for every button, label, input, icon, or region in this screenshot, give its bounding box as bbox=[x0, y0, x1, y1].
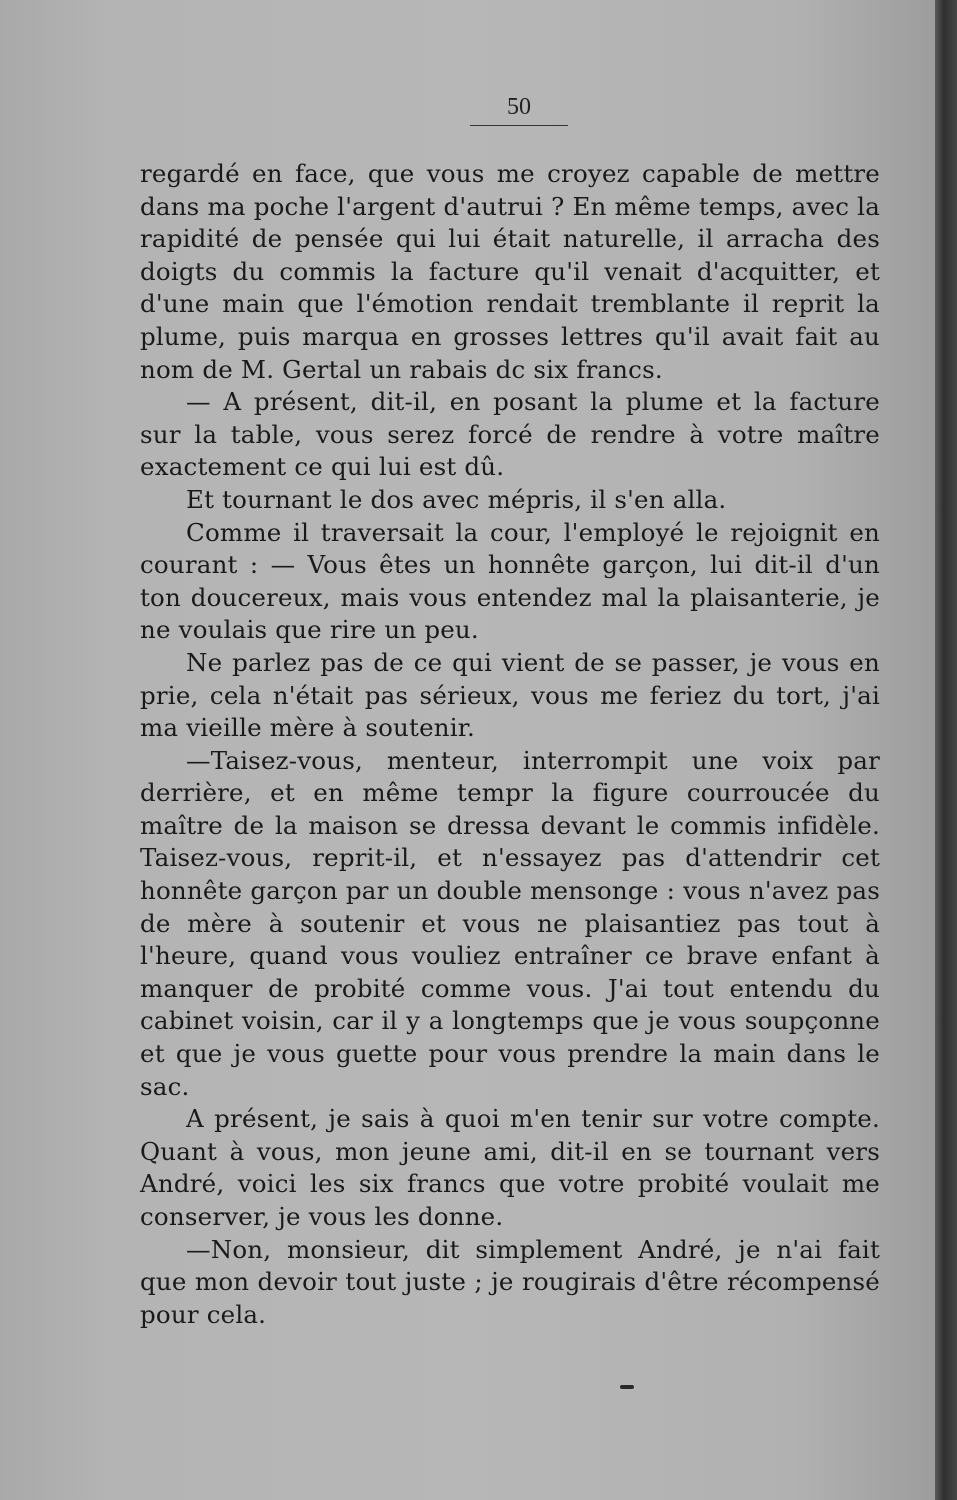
paragraph: regardé en face, que vous me croyez capable de mettre dans ma poche l'argent d'autrui ? En même temps, avec la rapidité de pensée qui lui était naturelle, il arracha des doigts du commis la facture qu'il venait d'acquitter, et d'une main que l'émotion rendait tremblante il reprit la plume, puis marqua en grosses lettres qu'il avait fait au nom de M. Gertal un rabais dc six francs. bbox=[140, 159, 880, 384]
page-number: 50 bbox=[470, 94, 568, 126]
paragraph: Comme il traversait la cour, l'employé le rejoignit en courant : — Vous êtes un honnête garçon, lui dit-il d'un ton doucereux, mais vous entendez mal la plaisanterie, je ne voulais que rire un peu. bbox=[140, 517, 880, 645]
ink-smudge bbox=[620, 1385, 634, 1389]
paragraph: —Non, monsieur, dit simplement André, je n'ai fait que mon devoir tout juste ; je rougirais d'être récompensé pour cela. bbox=[140, 1234, 880, 1329]
paragraph: Ne parlez pas de ce qui vient de se passer, je vous en prie, cela n'était pas sérieux, vous me feriez du tort, j'ai ma vieille mère à soutenir. bbox=[140, 647, 880, 743]
paragraph: — A présent, dit-il, en posant la plume et la facture sur la table, vous serez forcé de rendre à votre maître exactement ce qui lui est dû. bbox=[140, 387, 880, 482]
paragraph: —Taisez-vous, menteur, interrompit une voix par derrière, et en même tempr la figure courroucée du maître de la maison se dressa devant le commis infidèle. Taisez-vous, reprit-il, et n'essayez pas d'attendrir cet honnête garçon par un double mensonge : vous n'avez pas de mère à soutenir et vous ne plaisantiez pas tout à l'heure, quand vous vouliez entraîner ce brave enfant à manquer de probité comme vous. J'ai tout entendu du cabinet voisin, car il y a longtemps que je vous soupçonne et que je vous guette pour vous prendre la main dans le sac. bbox=[140, 745, 880, 1101]
paragraph: Et tournant le dos avec mépris, il s'en alla. bbox=[186, 484, 727, 514]
body-text bbox=[140, 158, 880, 1331]
binding-edge bbox=[935, 0, 957, 1500]
paragraph: A présent, je sais à quoi m'en tenir sur votre compte. Quant à vous, mon jeune ami, dit-il en se tournant vers André, voici les six francs que votre probité voulait me conserver, je vous les donne. bbox=[140, 1104, 880, 1231]
